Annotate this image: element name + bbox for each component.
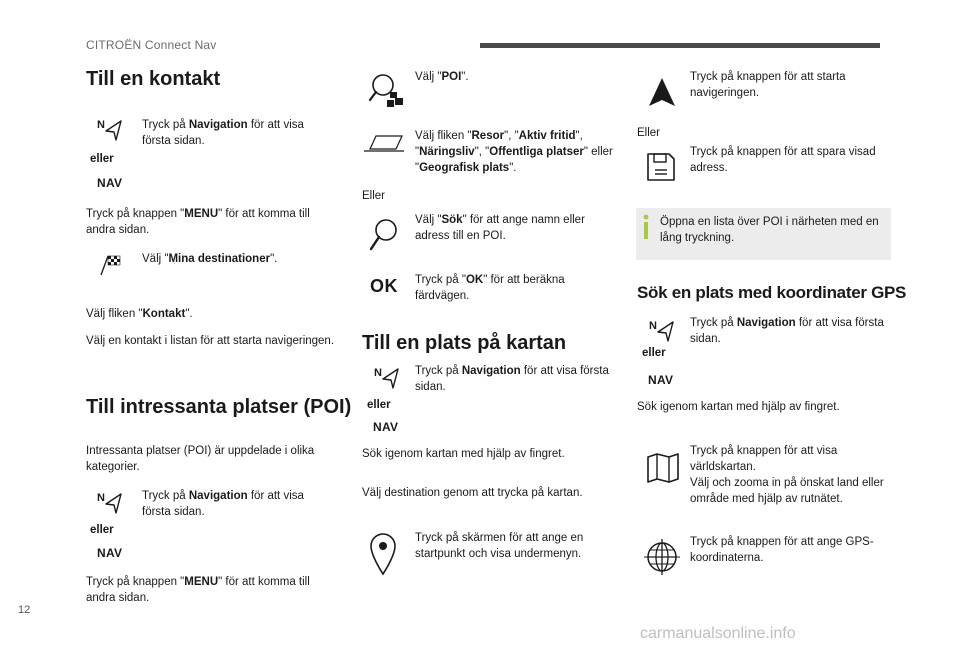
text-kontakt-4: Välj fliken "Kontakt". <box>86 308 193 320</box>
text-gps-2: Sök igenom kartan med hjälp av fingret. <box>637 401 840 413</box>
text-poi-3: Tryck på knappen "MENU" för att komma till andra sidan. <box>86 576 310 604</box>
save-icon <box>645 151 677 183</box>
start-nav-icon-wrap <box>647 76 677 113</box>
eller-label: eller <box>642 347 666 359</box>
poi-icon-wrap <box>368 72 406 115</box>
navigation-arrow-icon <box>97 491 123 515</box>
header-bar <box>480 43 880 48</box>
header-title: CITROËN Connect Nav <box>86 38 217 52</box>
svg-text:N: N <box>649 320 657 332</box>
text-search: Välj "Sök" för att ange namn eller adress till en POI. <box>415 214 585 242</box>
map-icon-wrap <box>645 451 681 490</box>
text-karta-4: Tryck på skärmen för att ange en startpunkt och visa undermenyn. <box>415 532 584 560</box>
text-eller-2: Eller <box>637 127 661 139</box>
nav-label: NAV <box>373 420 399 434</box>
svg-text:N: N <box>97 492 105 504</box>
text-gps-1: Tryck på Navigation för att visa första sidan. <box>690 317 884 345</box>
text-karta-3: Välj destination genom att trycka på kartan. <box>362 487 583 499</box>
text-kontakt-2: Tryck på knappen "MENU" för att komma till andra sidan. <box>86 208 310 236</box>
section-title-karta: Till en plats på kartan <box>362 332 567 354</box>
text-eller-1: Eller <box>362 190 386 202</box>
section-title-kontakt: Till en kontakt <box>86 68 221 90</box>
text-start-nav: Tryck på knappen för att starta navigeringen. <box>690 71 846 99</box>
nav-label: NAV <box>97 176 123 190</box>
info-icon-wrap <box>641 214 651 245</box>
info-text: Öppna en lista över POI i närheten med en lång tryckning. <box>660 216 879 244</box>
tab-icon-wrap <box>362 133 406 158</box>
page-number: 12 <box>18 604 31 616</box>
text-kontakt-3: Välj "Mina destinationer". <box>142 253 278 265</box>
nav-label: NAV <box>97 546 123 560</box>
text-kontakt-5: Välj en kontakt i listan för att starta navigeringen. <box>86 335 335 347</box>
search-icon-wrap <box>369 218 399 257</box>
globe-icon <box>643 538 681 576</box>
ok-button-icon: OK <box>370 276 398 296</box>
eller-label: eller <box>90 524 114 536</box>
text-poi-1: Intressanta platser (POI) är uppdelade i olika kategorier. <box>86 445 315 473</box>
nav-icon-group <box>374 366 400 395</box>
section-title-gps: Sök en plats med koordinater GPS <box>637 283 907 302</box>
text-kontakt-1: Tryck på Navigation för att visa första sidan. <box>142 119 304 147</box>
nav-icon-group <box>97 491 123 520</box>
save-icon-wrap <box>645 151 677 188</box>
section-title-poi: Till intressanta platser (POI) <box>86 396 352 418</box>
text-poi-tabs: Välj fliken "Resor", "Aktiv fritid", "Näringsliv", "Offentliga platser" eller "Geografisk plats". <box>415 130 613 174</box>
text-ok: Tryck på "OK" för att beräkna färdvägen. <box>415 274 565 302</box>
watermark: carmanualsonline.info <box>640 625 796 642</box>
navigation-arrow-icon <box>649 319 675 343</box>
poi-search-icon <box>368 72 406 110</box>
info-icon <box>641 214 651 240</box>
text-poi-select: Välj "POI". <box>415 71 469 83</box>
world-map-icon <box>645 451 681 485</box>
text-save: Tryck på knappen för att spara visad adress. <box>690 146 876 174</box>
text-poi-2: Tryck på Navigation för att visa första sidan. <box>142 490 304 518</box>
navigation-arrow-icon <box>374 366 400 390</box>
globe-icon-wrap <box>643 538 681 581</box>
svg-text:N: N <box>97 119 105 131</box>
location-pin-icon <box>368 530 398 576</box>
eller-label: eller <box>90 153 114 165</box>
search-icon <box>369 218 399 252</box>
nav-icon-group <box>649 319 675 348</box>
text-karta-1: Tryck på Navigation för att visa första sidan. <box>415 365 609 393</box>
flag-icon-wrap <box>99 254 121 281</box>
nav-label: NAV <box>648 373 674 387</box>
text-gps-3: Tryck på knappen för att visa världskartan. Välj och zooma in på önskat land eller område med hjälp av rutnätet. <box>690 445 884 505</box>
start-navigation-icon <box>647 76 677 108</box>
eller-label: eller <box>367 399 391 411</box>
text-karta-2: Sök igenom kartan med hjälp av fingret. <box>362 448 565 460</box>
navigation-arrow-icon <box>97 118 123 142</box>
text-gps-4: Tryck på knappen för att ange GPS-koordinaterna. <box>690 536 874 564</box>
tab-icon <box>362 133 406 153</box>
nav-icon-group <box>97 118 123 147</box>
pin-icon-wrap <box>368 530 398 581</box>
svg-text:N: N <box>374 367 382 379</box>
checkered-flag-icon <box>99 254 121 276</box>
